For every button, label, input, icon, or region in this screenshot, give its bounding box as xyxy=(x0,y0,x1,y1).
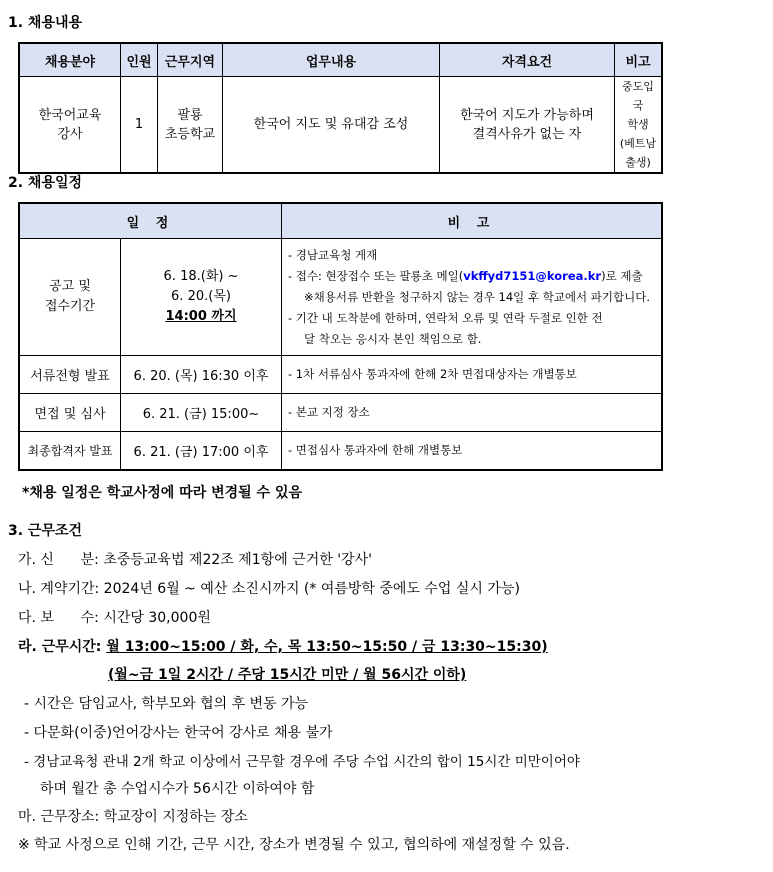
table-row xyxy=(19,394,662,432)
section1-title: 1. 채용내용 xyxy=(8,15,83,31)
th-schedule: 일 정 xyxy=(19,203,282,239)
cell-label: 공고 및 접수기간 xyxy=(19,239,121,356)
remark: ※ 학교 사정으로 인해 기간, 근무 시간, 장소가 변경될 수 있고, 협의하에 재설정할 수 있음. xyxy=(18,837,570,853)
schedule-table xyxy=(18,202,663,471)
bullet: - 다문화(이중)언어강사는 한국어 강사로 채용 불가 xyxy=(24,725,333,741)
cell-field: 한국어교육 강사 xyxy=(19,77,121,174)
table-row xyxy=(19,239,662,356)
condition-place: 마. 근무장소: 학교장이 지정하는 장소 xyxy=(18,809,248,825)
bullet: - 시간은 담임교사, 학부모와 협의 후 변동 가능 xyxy=(24,696,309,712)
bullet-cont: 하며 월간 총 수업시수가 56시간 이하여야 함 xyxy=(40,781,315,797)
table-row xyxy=(19,77,662,174)
cell-qual: 한국어 지도가 가능하며 결격사유가 없는 자 xyxy=(440,77,615,174)
cell-date: 6. 21. (금) 17:00 이후 xyxy=(121,432,282,471)
schedule-footnote: *채용 일정은 학교사정에 따라 변경될 수 있음 xyxy=(22,485,302,501)
th-note: 비고 xyxy=(615,43,663,77)
cell-label: 서류전형 발표 xyxy=(19,356,121,394)
th-remarks: 비 고 xyxy=(282,203,663,239)
table-row xyxy=(19,432,662,471)
cell-label: 최종합격자 발표 xyxy=(19,432,121,471)
section2-title: 2. 채용일정 xyxy=(8,175,83,191)
th-count: 인원 xyxy=(121,43,158,77)
cell-region: 팔룡 초등학교 xyxy=(158,77,223,174)
condition-pay: 다. 보 수: 시간당 30,000원 xyxy=(18,610,211,626)
table-row xyxy=(19,356,662,394)
recruit-table xyxy=(18,42,663,174)
th-region: 근무지역 xyxy=(158,43,223,77)
th-qual: 자격요건 xyxy=(440,43,615,77)
cell-date: 6. 20. (목) 16:30 이후 xyxy=(121,356,282,394)
cell-note: 중도입국 학생 (베트남 출생) xyxy=(615,77,663,174)
th-field: 채용분야 xyxy=(19,43,121,77)
bullet: - 경남교육청 관내 2개 학교 이상에서 근무할 경우에 주당 수업 시간의 합이 15시간 미만이어야 xyxy=(24,754,580,770)
cell-remark: - 경남교육청 게재 - 접수: 현장접수 또는 팔룡초 메일(vkffyd7151@korea.kr)로 제출 ※채용서류 반환을 청구하지 않는 경우 14일 후 학교에서 파기합니다. - 기간 내 도착분에 한하며, 연락처 오류 및 연락 두절로 인한 전 달 착오는 응시자 본인 책임으로 함. xyxy=(282,239,663,356)
cell-label: 면접 및 심사 xyxy=(19,394,121,432)
cell-remark: - 본교 지정 장소 xyxy=(282,394,663,432)
cell-count: 1 xyxy=(121,77,158,174)
section3-title: 3. 근무조건 xyxy=(8,523,83,539)
condition-status: 가. 신 분: 초중등교육법 제22조 제1항에 근거한 '강사' xyxy=(18,552,372,568)
cell-date: 6. 18.(화) ~ 6. 20.(목) 14:00 까지 xyxy=(121,239,282,356)
email-link[interactable]: vkffyd7151@korea.kr xyxy=(463,268,602,283)
cell-remark: - 1차 서류심사 통과자에 한해 2차 면접대상자는 개별통보 xyxy=(282,356,663,394)
cell-date: 6. 21. (금) 15:00~ xyxy=(121,394,282,432)
condition-contract: 나. 계약기간: 2024년 6월 ~ 예산 소진시까지 (* 여름방학 중에도 수업 실시 가능) xyxy=(18,581,520,597)
th-duty: 업무내용 xyxy=(223,43,440,77)
cell-duty: 한국어 지도 및 유대감 조성 xyxy=(223,77,440,174)
condition-hours-sub: (월~금 1일 2시간 / 주당 15시간 미만 / 월 56시간 이하) xyxy=(108,667,467,683)
condition-hours: 라. 근무시간: 월 13:00~15:00 / 화, 수, 목 13:50~15:50 / 금 13:30~15:30) xyxy=(18,639,548,655)
cell-remark: - 면접심사 통과자에 한해 개별통보 xyxy=(282,432,663,471)
